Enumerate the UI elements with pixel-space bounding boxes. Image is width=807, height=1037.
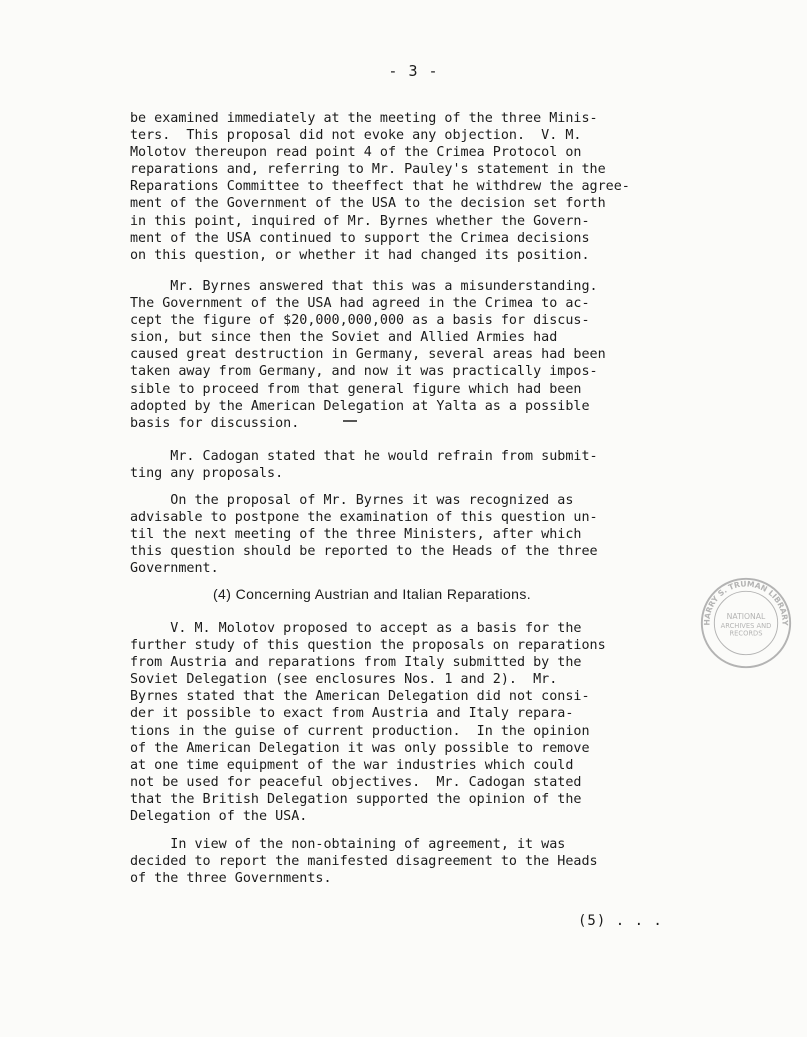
handwritten-dash	[343, 420, 357, 422]
continuation-marker: (5) . . .	[578, 913, 663, 929]
section-heading: (4) Concerning Austrian and Italian Reparations.	[213, 586, 532, 602]
library-stamp-seal	[698, 575, 794, 671]
library-stamp	[698, 575, 794, 671]
paragraph-2: Mr. Byrnes answered that this was a misunderstanding. The Government of the USA had agreed in the Crimea to ac- cept the figure of $20,000,000,000 as a basis for discus- sion, but since then the Soviet and Allied Armies had caused great destruction in Germany, several areas had been taken away from Germany, and now it was practically impos- sible to proceed from that general figure which had been adopted by the American Delegation at Yalta as a possible basis for discussion.	[130, 279, 606, 431]
svg-text:RECORDS: RECORDS	[729, 629, 763, 638]
svg-text:NATIONAL: NATIONAL	[726, 612, 766, 622]
paragraph-3: Mr. Cadogan stated that he would refrain from submit- ting any proposals.	[130, 449, 598, 482]
paragraph-4: On the proposal of Mr. Byrnes it was recognized as advisable to postpone the examination of this question un- til the next meeting of the three Ministers, after which this question should be reported to the Heads of the three Government.	[130, 493, 598, 577]
paragraph-5: V. M. Molotov proposed to accept as a basis for the further study of this question the proposals on reparations from Austria and reparations from Italy submitted by the Soviet Delegation (see enclosures Nos. 1 and 2). Mr. Byrnes stated that the American Delegation did not consi- der it possible to exact from Austria and Italy repara- tions in the guise of current production. In the opinion of the American Delegation it was only possible to remove at one time equipment of the war industries which could not be used for peaceful objectives. Mr. Cadogan stated that the British Delegation supported the opinion of the Delegation of the USA.	[130, 621, 606, 825]
page-number: - 3 -	[388, 62, 439, 80]
svg-text:ARCHIVES AND: ARCHIVES AND	[720, 621, 772, 630]
paragraph-6: In view of the non-obtaining of agreement, it was decided to report the manifested disagreement to the Heads of the three Governments.	[130, 837, 598, 887]
paragraph-1: be examined immediately at the meeting of the three Minis- ters. This proposal did not evoke any objection. V. M. Molotov thereupon read point 4 of the Crimea Protocol on reparations and, referring to Mr. Pauley's statement in the Reparations Committee to theeffect that he withdrew the agree- ment of the Government of the USA to the decision set forth in this point, inquired of Mr. Byrnes whether the Govern- ment of the USA continued to support the Crimea decisions on this question, or whether it had changed its position.	[130, 111, 630, 263]
svg-text:HARRY S. TRUMAN LIBRARY: HARRY S. TRUMAN LIBRARY	[702, 579, 790, 626]
